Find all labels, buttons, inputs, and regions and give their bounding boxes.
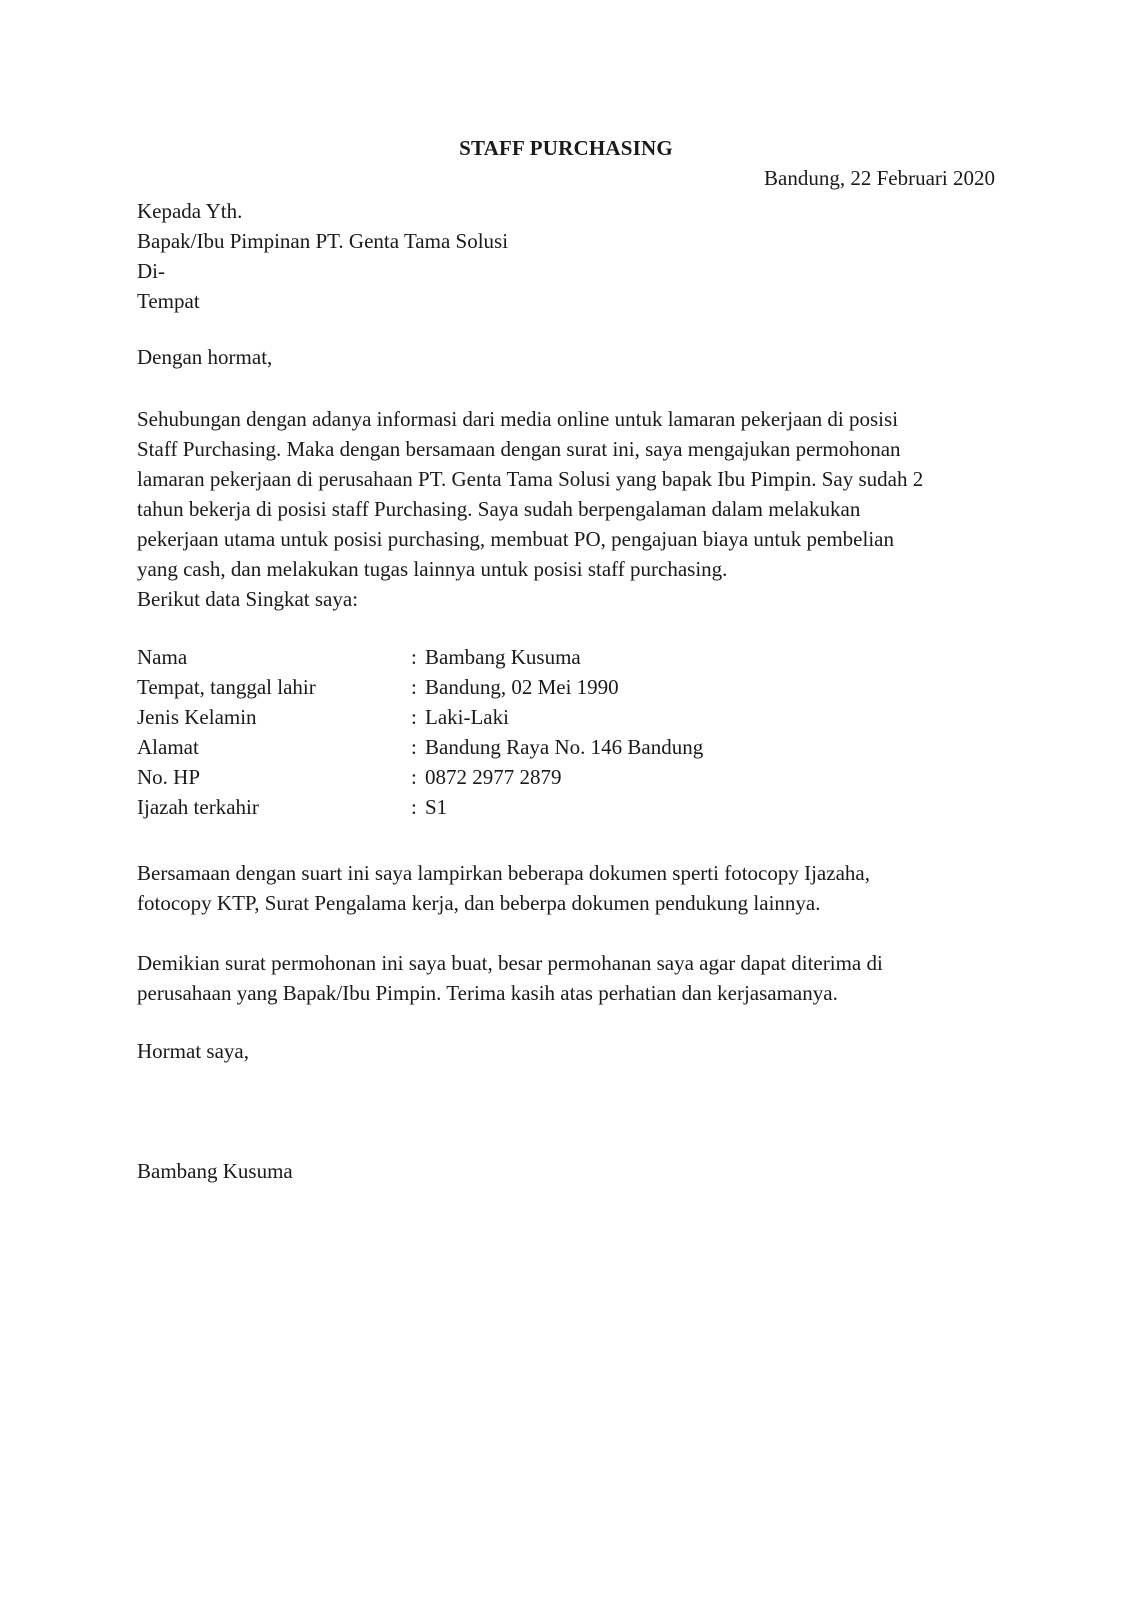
letter-date: Bandung, 22 Februari 2020 bbox=[764, 166, 995, 190]
paragraph-attachments bbox=[137, 858, 1007, 918]
data-row-address bbox=[137, 732, 1007, 762]
paragraph-line: Demikian surat permohonan ini saya buat, besar permohanan saya agar dapat diterima di bbox=[137, 951, 883, 975]
data-label: Ijazah terkahir bbox=[137, 795, 259, 819]
paragraph-line: Sehubungan dengan adanya informasi dari media online untuk lamaran pekerjaan di posisi bbox=[137, 407, 899, 431]
data-row-birth bbox=[137, 672, 1007, 702]
data-value: 0872 2977 2879 bbox=[425, 765, 562, 789]
data-separator: : bbox=[411, 705, 417, 729]
letter-title: STAFF PURCHASING bbox=[459, 136, 673, 160]
paragraph-intro bbox=[137, 404, 1007, 584]
paragraph-line: yang cash, dan melakukan tugas lainnya untuk posisi staff purchasing. bbox=[137, 557, 728, 581]
paragraph-line: fotocopy KTP, Surat Pengalama kerja, dan beberpa dokumen pendukung lainnya. bbox=[137, 891, 821, 915]
data-label: No. HP bbox=[137, 765, 201, 789]
data-row-education bbox=[137, 792, 1007, 822]
data-value: S1 bbox=[425, 795, 448, 819]
data-intro: Berikut data Singkat saya: bbox=[137, 587, 359, 611]
personal-data-table bbox=[137, 642, 1007, 822]
paragraph-line: pekerjaan utama untuk posisi purchasing, membuat PO, pengajuan biaya untuk pembelian bbox=[137, 527, 894, 551]
data-row-gender bbox=[137, 702, 1007, 732]
paragraph-line: tahun bekerja di posisi staff Purchasing. Saya sudah berpengalaman dalam melakukan bbox=[137, 497, 861, 521]
paragraph-line: Staff Purchasing. Maka dengan bersamaan dengan surat ini, saya mengajukan permohonan bbox=[137, 437, 901, 461]
recipient-line: Kepada Yth. bbox=[137, 199, 243, 223]
data-value: Bandung Raya No. 146 Bandung bbox=[425, 735, 704, 759]
signature-name: Bambang Kusuma bbox=[137, 1159, 293, 1183]
data-row-phone bbox=[137, 762, 1007, 792]
data-value: Bambang Kusuma bbox=[425, 645, 581, 669]
recipient-line: Bapak/Ibu Pimpinan PT. Genta Tama Solusi bbox=[137, 229, 509, 253]
recipient-line: Tempat bbox=[137, 289, 200, 313]
recipient-line: Di- bbox=[137, 259, 165, 283]
paragraph-line: lamaran pekerjaan di perusahaan PT. Genta Tama Solusi yang bapak Ibu Pimpin. Say sudah 2 bbox=[137, 467, 924, 491]
data-label: Alamat bbox=[137, 735, 199, 759]
paragraph-line: Bersamaan dengan suart ini saya lampirkan beberapa dokumen sperti fotocopy Ijazaha, bbox=[137, 861, 870, 885]
data-row-nama bbox=[137, 642, 1007, 672]
paragraph-closing bbox=[137, 948, 1007, 1008]
data-label: Nama bbox=[137, 645, 188, 669]
data-separator: : bbox=[411, 675, 417, 699]
data-label: Jenis Kelamin bbox=[137, 705, 257, 729]
data-separator: : bbox=[411, 645, 417, 669]
data-separator: : bbox=[411, 795, 417, 819]
data-value: Bandung, 02 Mei 1990 bbox=[425, 675, 619, 699]
paragraph-line: perusahaan yang Bapak/Ibu Pimpin. Terima kasih atas perhatian dan kerjasamanya. bbox=[137, 981, 838, 1005]
closing-salutation: Hormat saya, bbox=[137, 1039, 249, 1063]
recipient-block bbox=[137, 196, 1007, 316]
greeting: Dengan hormat, bbox=[137, 345, 273, 369]
data-separator: : bbox=[411, 765, 417, 789]
data-separator: : bbox=[411, 735, 417, 759]
data-label: Tempat, tanggal lahir bbox=[137, 675, 316, 699]
data-value: Laki-Laki bbox=[425, 705, 509, 729]
